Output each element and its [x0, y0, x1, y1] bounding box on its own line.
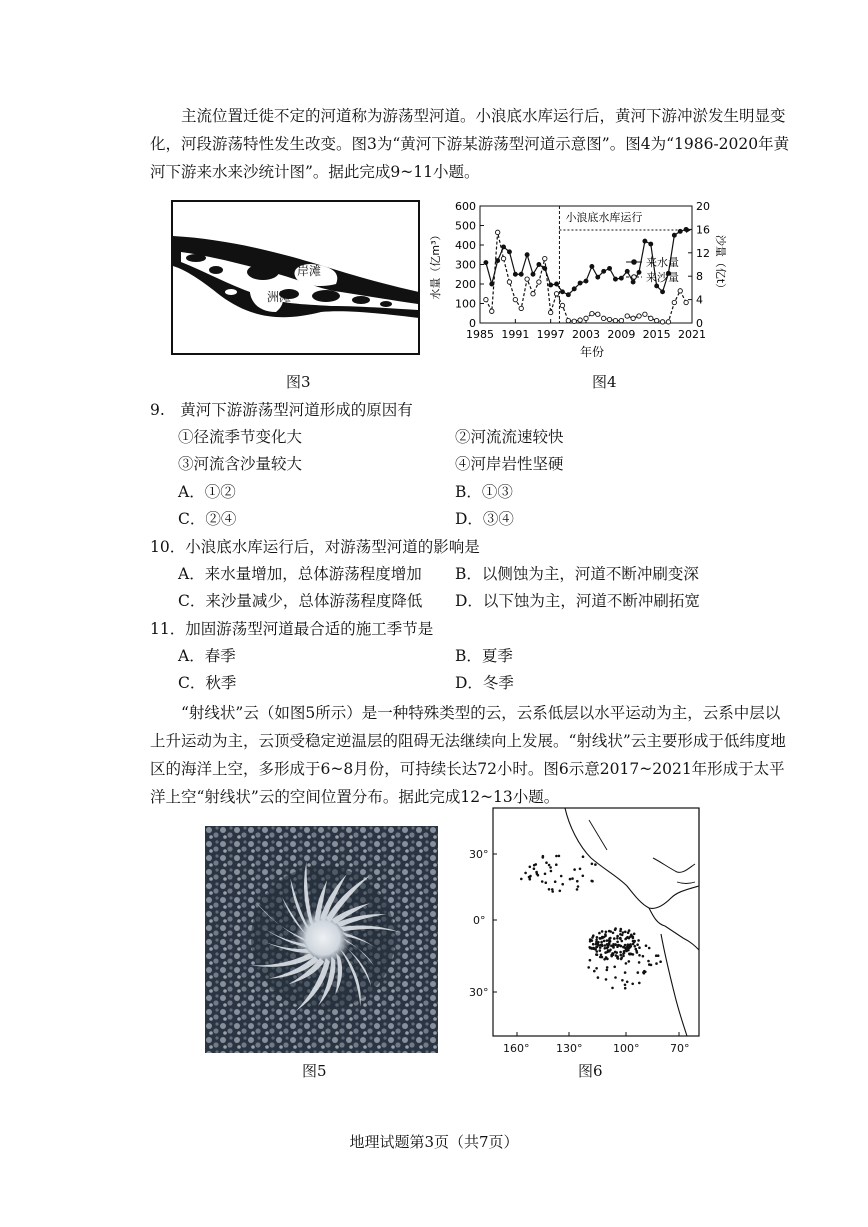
series-2-point — [525, 277, 529, 281]
series-1-point — [637, 270, 641, 274]
legend-label-1: 来水量 — [646, 256, 679, 269]
cloud-location-dot — [655, 962, 658, 965]
cloud-location-dot — [555, 855, 558, 858]
lon-label-160: 160° — [503, 1042, 530, 1055]
question-9-stem: 9. 黄河下游游荡型河道形成的原因有 — [150, 401, 413, 419]
cloud-location-dot — [573, 868, 576, 871]
figure-5-caption: 图5 — [302, 1062, 327, 1080]
cloud-location-dot — [630, 934, 633, 937]
cloud-location-dot — [596, 936, 599, 939]
cloud-location-dot — [596, 946, 599, 949]
cloud-location-dot — [620, 954, 623, 957]
cloud-location-dot — [620, 957, 623, 960]
cloud-location-dot — [548, 888, 551, 891]
cloud-location-dot — [619, 930, 622, 933]
series-1-point — [590, 264, 594, 268]
cloud-location-dot — [615, 954, 618, 957]
cloud-location-dot — [610, 945, 613, 948]
cloud-location-dot — [595, 943, 598, 946]
cloud-location-dot — [589, 940, 592, 943]
lon-label-70: 70° — [670, 1042, 690, 1055]
cloud-location-dot — [599, 949, 602, 952]
cloud-location-dot — [635, 948, 638, 951]
x-tick-label: 2003 — [572, 328, 600, 341]
series-2-point — [554, 292, 558, 296]
cloud-location-dot — [595, 939, 598, 942]
cloud-location-dot — [559, 890, 562, 893]
cloud-location-dot — [628, 937, 631, 940]
cloud-location-dot — [624, 984, 627, 987]
y-left-tick-label: 200 — [455, 278, 476, 291]
cloud-location-dot — [634, 945, 637, 948]
cloud-location-dot — [576, 880, 579, 883]
cloud-location-dot — [612, 943, 615, 946]
cloud-location-dot — [597, 976, 600, 979]
lon-label-130: 130° — [556, 1042, 583, 1055]
cloud-location-dot — [582, 855, 585, 858]
cloud-location-dot — [595, 941, 598, 944]
cloud-location-dot — [609, 937, 612, 940]
y-left-tick-label: 500 — [455, 219, 476, 233]
cloud-location-dot — [548, 864, 551, 867]
series-2-point — [660, 320, 664, 324]
figure-3-river-diagram — [171, 200, 421, 356]
label-island-beach: 洲滩 — [267, 290, 292, 304]
figure-6-caption: 图6 — [578, 1062, 603, 1080]
series-2-point — [672, 300, 676, 304]
cloud-location-dot — [632, 943, 635, 946]
cloud-location-dot — [529, 875, 532, 878]
cloud-location-dot — [606, 969, 609, 972]
cloud-location-dot — [549, 866, 552, 869]
series-1-point — [507, 250, 511, 254]
cloud-location-dot — [601, 930, 604, 933]
series-1-point — [684, 227, 688, 231]
cloud-location-dot — [644, 971, 647, 974]
q9-statement-2: ②河流流速较快 — [455, 428, 564, 446]
y-left-tick-label: 300 — [455, 258, 476, 272]
series-1-point — [502, 245, 506, 249]
cloud-location-dot — [576, 888, 579, 891]
series-2-point — [572, 319, 576, 323]
cloud-location-dot — [541, 880, 544, 883]
series-1-point — [655, 284, 659, 288]
cloud-location-dot — [545, 861, 548, 864]
series-1-point — [678, 229, 682, 233]
cloud-location-dot — [582, 875, 585, 878]
cloud-location-dot — [616, 937, 619, 940]
cloud-location-dot — [593, 970, 596, 973]
x-tick-label: 1997 — [536, 328, 565, 341]
cloud-location-dot — [599, 946, 602, 949]
series-2-point — [543, 256, 547, 260]
label-bank-beach: 岸滩 — [297, 264, 322, 278]
cloud-location-dot — [621, 934, 624, 937]
x-tick-label: 2009 — [607, 328, 636, 341]
q9-option-c: C．②④ — [178, 510, 237, 528]
cloud-location-dot — [533, 867, 536, 870]
series-1-point — [549, 283, 553, 287]
series-2-point — [501, 256, 505, 260]
cloud-location-dot — [550, 870, 553, 873]
series-1-point — [560, 290, 564, 294]
series-2-point — [619, 318, 623, 322]
x-tick-label: 1991 — [501, 328, 530, 341]
series-2-point — [684, 300, 688, 304]
cloud-location-dot — [638, 982, 641, 985]
series-2-point — [590, 311, 594, 315]
series-2-point — [596, 312, 600, 316]
series-2-point — [649, 316, 653, 320]
x-tick-label: 1985 — [466, 328, 494, 341]
cloud-location-dot — [591, 936, 594, 939]
cloud-location-dot — [605, 978, 608, 981]
x-tick-label: 2021 — [678, 328, 706, 341]
cloud-location-dot — [633, 940, 636, 943]
cloud-location-dot — [604, 947, 607, 950]
cloud-location-dot — [555, 863, 558, 866]
q11-option-a: A．春季 — [178, 647, 236, 665]
cloud-location-dot — [648, 947, 651, 950]
series-1-point — [525, 253, 529, 257]
cloud-location-dot — [561, 883, 564, 886]
cloud-location-dot — [601, 945, 604, 948]
q11-option-b: B．夏季 — [455, 647, 513, 665]
cloud-location-dot — [650, 964, 653, 967]
question-10-stem: 10．小浪底水库运行后，对游荡型河道的影响是 — [150, 538, 480, 556]
series-2-point — [613, 318, 617, 322]
cloud-location-dot — [524, 872, 527, 875]
cloud-location-dot — [600, 941, 603, 944]
series-2-point — [513, 297, 517, 301]
q9-option-d: D．③④ — [455, 510, 514, 528]
series-2-point — [578, 318, 582, 322]
legend-label-2: 来沙量 — [646, 271, 679, 284]
series-1-point — [672, 233, 676, 237]
series-2-point — [631, 316, 635, 320]
cloud-location-dot — [612, 946, 615, 949]
cloud-location-dot — [616, 941, 619, 944]
y-right-tick-label: 4 — [696, 293, 703, 307]
cloud-location-dot — [588, 946, 591, 949]
cloud-location-dot — [645, 944, 648, 947]
y-right-tick-label: 20 — [696, 200, 710, 213]
series-1-point — [631, 280, 635, 284]
series-2-point — [507, 280, 511, 284]
cloud-location-dot — [603, 958, 606, 961]
cloud-location-dot — [571, 877, 574, 880]
cloud-location-dot — [624, 987, 627, 990]
cloud-location-dot — [587, 966, 590, 969]
series-1-point — [608, 266, 612, 270]
cloud-location-dot — [594, 863, 597, 866]
series-2-point — [601, 316, 605, 320]
cloud-location-dot — [637, 971, 640, 974]
cloud-location-dot — [632, 953, 635, 956]
cloud-location-dot — [628, 960, 631, 963]
series-2-point — [643, 312, 647, 316]
figure-4-chart — [425, 196, 725, 366]
q11-option-c: C．秋季 — [178, 674, 237, 692]
series-1-point — [537, 263, 541, 267]
series-2-point — [566, 318, 570, 322]
cloud-location-dot — [614, 944, 617, 947]
cloud-location-dot — [599, 956, 602, 959]
cloud-location-dot — [593, 948, 596, 951]
cloud-location-dot — [606, 943, 609, 946]
cloud-location-dot — [619, 937, 622, 940]
series-1-point — [496, 259, 500, 263]
cloud-location-dot — [621, 979, 624, 982]
series-1-point — [613, 277, 617, 281]
cloud-location-dot — [638, 961, 641, 964]
lat-label-30s: 30° — [469, 986, 489, 999]
cloud-location-dot — [596, 953, 599, 956]
series-2-point — [519, 306, 523, 310]
cloud-location-dot — [569, 878, 572, 881]
series-1-point — [661, 290, 665, 294]
lat-label-0: 0° — [473, 914, 486, 927]
cloud-location-dot — [628, 944, 631, 947]
q10-option-a: A．来水量增加，总体游荡程度增加 — [178, 565, 422, 583]
reservoir-annotation: 小浪底水库运行 — [565, 211, 643, 224]
x-axis-label: 年份 — [579, 345, 605, 359]
series-1-point — [490, 282, 494, 286]
q10-option-c: C．来沙量减少，总体游荡程度降低 — [178, 592, 423, 610]
q10-option-b: B．以侧蚀为主，河道不断冲刷变深 — [455, 565, 699, 583]
figure-4-caption: 图4 — [592, 373, 617, 391]
cloud-location-dot — [589, 959, 592, 962]
y-right-tick-label: 12 — [696, 246, 710, 260]
cloud-location-dot — [611, 987, 614, 990]
cloud-location-dot — [638, 946, 641, 949]
y-right-axis-label: 沙量（亿t） — [714, 234, 727, 295]
cloud-location-dot — [614, 927, 617, 930]
intro-paragraph-2: “射线状”云（如图5所示）是一种特殊类型的云，云系低层以水平运动为主，云系中层以上升运动为主，云顶受稳定逆温层的阻碍无法继续向上发展。“射线状”云主要形成于低纬度地区的海洋上空，多形成于6~8月份，可持续长达72小时。图6示意2017~2021年形成于太平洋上空“射线状”云的空间位置分布。据此完成12~13小题。 — [150, 704, 786, 806]
series-1-point — [531, 272, 535, 276]
series-1-point — [572, 287, 576, 291]
cloud-location-dot — [625, 937, 628, 940]
intro-paragraph-1: 主流位置迁徙不定的河道称为游荡型河道。小浪底水库运行后，黄河下游冲淤发生明显变化，河段游荡特性发生改变。图3为“黄河下游某游荡型河道示意图”。图4为“1986-2020年黄河下游来水来沙统计图”。据此完成9~11小题。 — [150, 107, 790, 181]
cloud-location-dot — [638, 954, 641, 957]
cloud-location-dot — [609, 930, 612, 933]
cloud-location-dot — [577, 885, 580, 888]
cloud-location-dot — [536, 873, 539, 876]
y-left-tick-label: 100 — [455, 297, 476, 311]
cloud-location-dot — [598, 932, 601, 935]
cloud-location-dot — [554, 880, 557, 883]
y-left-axis-label: 水量（亿m³） — [429, 229, 442, 300]
cloud-location-dot — [631, 983, 634, 986]
cloud-location-dot — [622, 931, 625, 934]
cloud-location-dot — [612, 954, 615, 957]
cloud-location-dot — [601, 936, 604, 939]
series-1-point — [625, 269, 629, 273]
series-1-point — [566, 293, 570, 297]
y-right-tick-label: 8 — [696, 270, 703, 284]
series-1-point — [602, 269, 606, 273]
figure-3-caption: 图3 — [286, 373, 311, 391]
cloud-location-dot — [529, 866, 532, 869]
cloud-location-dot — [626, 946, 629, 949]
cloud-location-dot — [613, 966, 616, 969]
series-2-point — [625, 314, 629, 318]
cloud-location-dot — [613, 937, 616, 940]
cloud-location-dot — [605, 931, 608, 934]
series-2-point — [637, 314, 641, 318]
series-1-point — [484, 261, 488, 265]
cloud-location-dot — [616, 935, 619, 938]
cloud-location-dot — [657, 954, 660, 957]
cloud-location-dot — [544, 873, 547, 876]
series-2-point — [560, 303, 564, 307]
lon-label-100: 100° — [613, 1042, 640, 1055]
cloud-location-dot — [606, 947, 609, 950]
cloud-location-dot — [624, 971, 627, 974]
y-right-tick-label: 0 — [696, 317, 703, 330]
series-1-point — [649, 242, 653, 246]
q9-statement-3: ③河流含沙量较大 — [178, 455, 303, 473]
series-2-point — [490, 309, 494, 313]
cloud-location-dot — [591, 863, 594, 866]
series-2-point — [584, 316, 588, 320]
cloud-location-dot — [659, 960, 662, 963]
cloud-location-dot — [579, 868, 582, 871]
series-2-point — [537, 280, 541, 284]
series-2-point — [607, 317, 611, 321]
series-1-point — [519, 272, 523, 276]
cloud-location-dot — [595, 967, 598, 970]
cloud-location-dot — [627, 931, 630, 934]
cloud-location-dot — [606, 966, 609, 969]
cloud-location-dot — [628, 953, 631, 956]
cloud-location-dot — [647, 960, 650, 963]
series-1-point — [513, 272, 517, 276]
q10-option-d: D．以下蚀为主，河道不断冲刷拓宽 — [455, 592, 700, 610]
lat-label-30n: 30° — [469, 848, 489, 861]
q9-statement-4: ④河岸岩性坚硬 — [455, 455, 564, 473]
series-1-point — [584, 279, 588, 283]
cloud-location-dot — [560, 875, 563, 878]
cloud-location-dot — [637, 939, 640, 942]
series-1-point — [578, 281, 582, 285]
cloud-location-dot — [600, 954, 603, 957]
cloud-location-dot — [633, 933, 636, 936]
series-2-point — [495, 230, 499, 234]
figure-5-cloud-image — [205, 826, 438, 1053]
cloud-location-dot — [606, 939, 609, 942]
cloud-location-dot — [625, 962, 628, 965]
cloud-location-dot — [627, 949, 630, 952]
series-2-point — [654, 318, 658, 322]
series-2-point — [548, 310, 552, 314]
legend-marker-2 — [632, 275, 637, 280]
series-2-point — [666, 320, 670, 324]
cloud-location-dot — [642, 955, 645, 958]
series-1-point — [555, 282, 559, 286]
legend-marker-1 — [632, 260, 637, 265]
series-2-point — [484, 297, 488, 301]
x-tick-label: 2015 — [642, 328, 671, 341]
cloud-location-dot — [632, 937, 635, 940]
cloud-location-dot — [608, 950, 611, 953]
cloud-location-dot — [621, 940, 624, 943]
question-11-stem: 11．加固游荡型河道最合适的施工季节是 — [150, 620, 434, 638]
cloud-location-dot — [535, 863, 538, 866]
cloud-location-dot — [591, 880, 594, 883]
cloud-location-dot — [596, 950, 599, 953]
q9-statement-1: ①径流季节变化大 — [178, 428, 303, 446]
q9-option-a: A．①② — [178, 483, 236, 501]
cloud-location-dot — [603, 940, 606, 943]
cloud-location-dot — [558, 855, 561, 858]
cloud-location-dot — [619, 951, 622, 954]
page-footer: 地理试题第3页（共7页） — [349, 1133, 519, 1151]
cloud-location-dot — [618, 944, 621, 947]
cloud-location-dot — [612, 932, 615, 935]
cloud-location-dot — [614, 951, 617, 954]
cloud-location-dot — [623, 952, 626, 955]
series-1-point — [643, 239, 647, 243]
series-2-point — [678, 289, 682, 293]
cloud-location-dot — [520, 878, 523, 881]
cloud-location-dot — [542, 855, 545, 858]
cloud-location-dot — [551, 890, 554, 893]
cloud-location-dot — [626, 981, 629, 984]
series-2-point — [531, 292, 535, 296]
y-right-tick-label: 16 — [696, 223, 710, 237]
q9-option-b: B．①③ — [455, 483, 513, 501]
figure-6-map — [465, 806, 705, 1058]
cloud-location-dot — [609, 940, 612, 943]
q11-option-d: D．冬季 — [455, 674, 514, 692]
series-1-point — [619, 276, 623, 280]
cloud-location-dot — [545, 881, 548, 884]
y-left-tick-label: 400 — [455, 239, 476, 252]
cloud-location-dot — [622, 946, 625, 949]
y-left-tick-label: 600 — [455, 200, 476, 213]
cloud-location-dot — [614, 976, 617, 979]
y-left-tick-label: 0 — [469, 317, 476, 330]
cloud-location-dot — [592, 943, 595, 946]
cloud-location-dot — [636, 943, 639, 946]
cloud-location-dot — [624, 931, 627, 934]
series-1-point — [596, 275, 600, 279]
